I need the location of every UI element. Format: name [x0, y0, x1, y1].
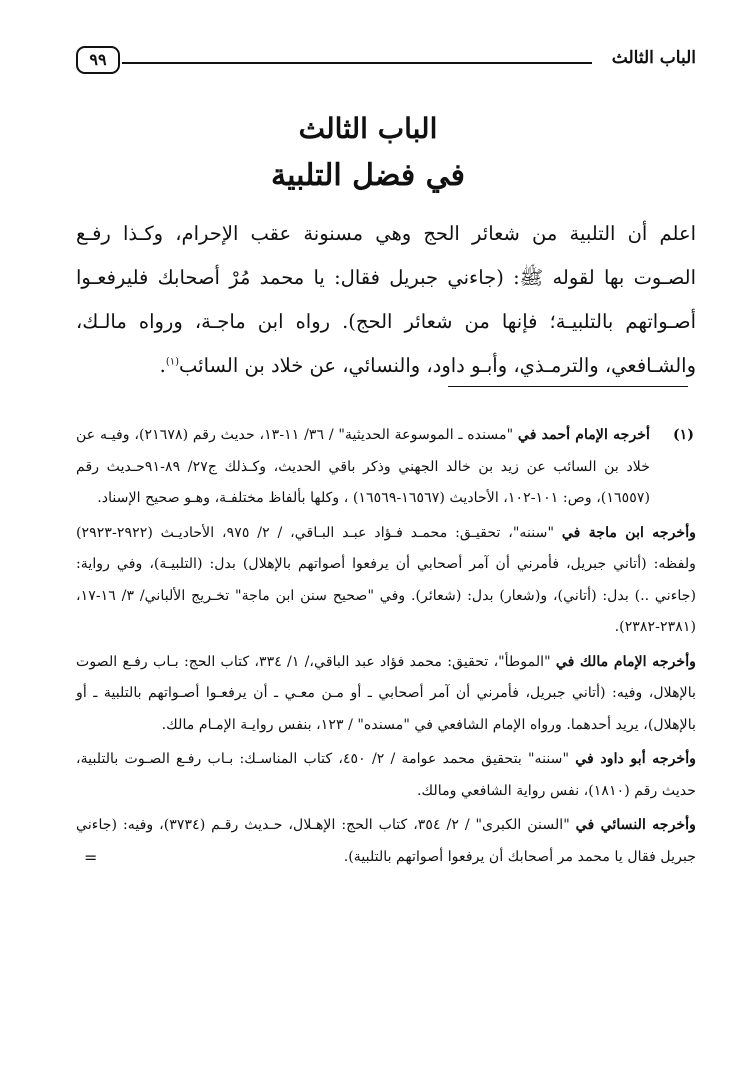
- footnote-text: "سننه"، تحقيـق: محمـد فـؤاد عبـد البـاقي، / ٢/ ٩٧٥، الأحاديـث (٢٩٢٢-٢٩٢٣) ولفظه: (أتاني جبريل، فأمرني أن آمر أصحابي أن يرفعوا أصواتهم بالإهلال) بدل: (التلبيـة)، وفي رواية: (جاءني ..) بدل: (أتاني)، و(شعار) بدل: (شعائر). وفي "صحيح سنن ابن ماجة" تخـريج الألباني/ ٣/ ١٦-١٧، (٢٣٨١-٢٣٨٢).: [76, 524, 696, 635]
- footnote-item: [76, 810, 696, 873]
- page-header: [76, 44, 696, 78]
- footnote-lead: وأخرجه ابن ماجة في: [561, 524, 696, 541]
- footnote-text: "السنن الكبرى" / ٢/ ٣٥٤، كتاب الحج: الإهـلال، حـديث رقـم (٣٧٣٤)، وفيه: (جاءني جبريل فقال يا محمد مر أصحابك أن يرفعوا أصواتهم بالتلبية).: [76, 817, 696, 865]
- main-paragraph-text: اعلم أن التلبية من شعائر الحج وهي مسنونة عقب الإحرام، وكـذا رفـع الصـوت بها لقوله ﷺ: (جاءني جبريل فقال: يا محمد مُرْ أصحابك فليرفعـوا أصـواتهم بالتلبيـة؛ فإنها من شعائر الحج). رواه ابن ماجـة، ورواه مالـك، والشـافعي، والترمـذي، وأبـو داود، والنسائي، عن خلاد بن السائب: [76, 222, 696, 377]
- footnote-separator: [448, 386, 688, 387]
- header-rule: [122, 62, 592, 64]
- footnote-text: "سننه" بتحقيق محمد عوامة / ٢/ ٤٥٠، كتاب المناسـك: بـاب رفـع الصـوت بالتلبية، حديث رقم (١٨١٠)، نفس رواية الشافعي ومالك.: [76, 751, 696, 799]
- footnote-text: "مسنده ـ الموسوعة الحديثية" / ٣٦/ ١١-١٣، حديث رقم (٢١٦٧٨)، وفيـه عن خلاد بن السائب عن زيد بن خالد الجهني وذكر باقي الحديث، وكـذلك ج٢٧/ ٨٩-٩١حـديث رقم (١٦٥٥٧)، وص: ١٠١-١٠٢، الأحاديث (١٦٥٦٧-١٦٥٦٩) ، وكلها بألفاظ مختلفـة، وهـو صحيح الإسناد.: [76, 427, 650, 506]
- footnote-reference[interactable]: (١): [165, 356, 180, 368]
- running-title: الباب الثالث: [611, 48, 696, 68]
- footnote-lead: وأخرجه أبو داود في: [575, 751, 696, 767]
- footnote-item: [76, 518, 696, 644]
- main-text: [76, 212, 696, 388]
- footnote-lead: أخرجه الإمام أحمد في: [517, 427, 650, 443]
- footnote-item: [76, 647, 696, 742]
- footnotes: [76, 420, 696, 876]
- main-paragraph: اعلم أن التلبية من شعائر الحج وهي مسنونة عقب الإحرام، وكـذا رفـع الصـوت بها لقوله ﷺ: (جاءني جبريل فقال: يا محمد مُرْ أصحابك فليرفعـوا أصـواتهم بالتلبيـة؛ فإنها من شعائر الحج). رواه ابن ماجـة، ورواه مالـك، والشـافعي، والترمـذي، وأبـو داود، والنسائي، عن خلاد بن السائب$^{(١)}$.: [76, 222, 696, 377]
- chapter-number-title: الباب الثالث: [298, 112, 438, 145]
- footnote-text: "الموطأ"، تحقيق: محمد فؤاد عبد الباقي،/ ١/ ٣٣٤، كتاب الحج: بـاب رفـع الصوت بالإهلال، وفيه: (أتاني جبريل، فأمرني أن آمر أصحابي ـ أو مـن معـي ـ أن يرفعـوا أصـواتهم بالتلبية ـ أو بالإهلال)، يريد أحدهما. ورواه الإمام الشافعي في "مسنده" / ١٢٣، بنفس روايـة الإمـام مالك.: [76, 653, 696, 733]
- page-number: ٩٩: [76, 46, 120, 74]
- footnote-number: (١): [672, 427, 694, 443]
- footnote-lead: وأخرجه النسائي في: [575, 817, 696, 833]
- continuation-mark: =: [84, 847, 98, 867]
- footnote-lead: وأخرجه الإمام مالك في: [555, 653, 696, 670]
- chapter-title: في فضل التلبية: [271, 158, 465, 193]
- footnote-item: [76, 744, 696, 807]
- footnote-item: [76, 420, 696, 515]
